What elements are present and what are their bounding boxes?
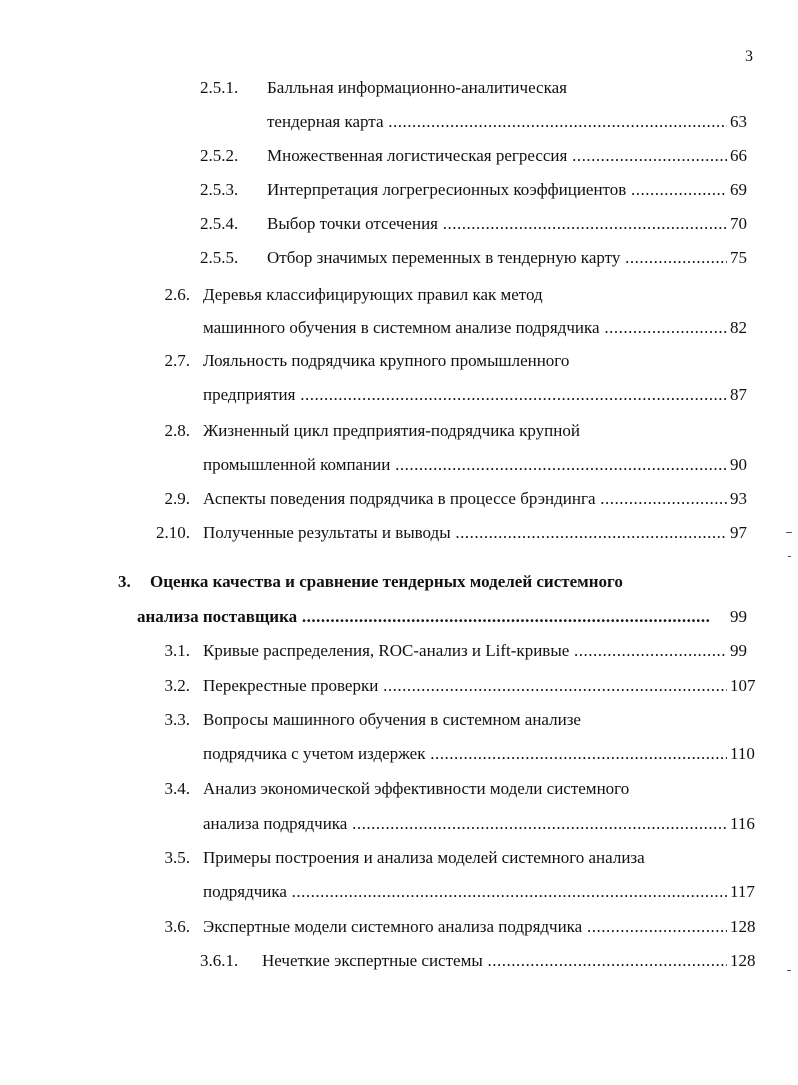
toc-title: Множественная логистическая регрессия ..... xyxy=(267,145,727,167)
toc-page: 128 xyxy=(730,951,756,970)
toc-entry-3-6-1 xyxy=(262,950,727,972)
toc-number: 3.6. xyxy=(164,917,190,936)
toc-entry-2-5-1 xyxy=(0,77,798,99)
page-number: 3 xyxy=(745,48,753,65)
toc-page: 66 xyxy=(730,146,747,165)
toc-title: Балльная информационно-аналитическая xyxy=(267,78,567,97)
toc-title: Оценка качества и сравнение тендерных моделей системного xyxy=(150,572,623,591)
toc-entry-3-2 xyxy=(203,675,727,697)
toc-page: 82 xyxy=(730,318,747,337)
toc-page: 117 xyxy=(730,882,755,901)
toc-title: Выбор точки отсечения ..... xyxy=(267,213,727,235)
scan-mark xyxy=(788,556,791,557)
toc-page: 75 xyxy=(730,248,747,267)
toc-number: 2.6. xyxy=(164,285,190,304)
toc-title: предприятия ..... xyxy=(203,384,727,406)
toc-entry-3-4-cont xyxy=(203,813,727,835)
toc-title: подрядчика ..... xyxy=(203,881,727,903)
toc-page: 69 xyxy=(730,180,747,199)
toc-title: тендерная карта ..... xyxy=(267,111,727,133)
toc-entry-2-5-3 xyxy=(267,179,727,201)
toc-entry-3-6 xyxy=(203,916,727,938)
toc-page: 116 xyxy=(730,814,755,833)
toc-title: промышленной компании ..... xyxy=(203,454,727,476)
toc-number: 2.5.5. xyxy=(200,248,239,267)
toc-title: Деревья классифицирующих правил как метод xyxy=(203,285,543,304)
toc-page: 90 xyxy=(730,455,747,474)
toc-number: 3.6.1. xyxy=(200,951,239,970)
toc-entry-2-5-5 xyxy=(267,247,727,269)
toc-title: Нечеткие экспертные системы ..... xyxy=(262,950,727,972)
toc-number: 3.2. xyxy=(164,676,190,695)
toc-title: Кривые распределения, ROC-анализ и Lift-кривые ..... xyxy=(203,640,727,662)
toc-page: 99 xyxy=(730,607,747,626)
toc-entry-3 xyxy=(150,571,730,593)
scan-mark xyxy=(787,970,791,971)
toc-number: 3.4. xyxy=(164,779,190,798)
toc-page: 110 xyxy=(730,744,755,763)
toc-entry-3-3-cont xyxy=(203,743,727,765)
toc-title: Лояльность подрядчика крупного промышленного xyxy=(203,351,570,370)
toc-title: Анализ экономической эффективности модели системного xyxy=(203,779,630,798)
toc-number: 2.8. xyxy=(164,421,190,440)
toc-number: 3.3. xyxy=(164,710,190,729)
toc-number: 2.5.3. xyxy=(200,180,239,199)
toc-entry-2-6 xyxy=(203,284,723,306)
toc-page: 93 xyxy=(730,489,747,508)
toc-title: Примеры построения и анализа моделей системного анализа xyxy=(203,848,645,867)
scan-mark xyxy=(786,532,792,533)
toc-entry-2-7 xyxy=(203,350,723,372)
toc-entry-3-5 xyxy=(203,847,723,869)
toc-entry-3-1 xyxy=(203,640,727,662)
toc-entry-3-5-cont xyxy=(203,881,727,903)
toc-title: Экспертные модели системного анализа подрядчика ..... xyxy=(203,916,727,938)
toc-title: анализа подрядчика ..... xyxy=(203,813,727,835)
toc-number: 2.9. xyxy=(164,489,190,508)
toc-page: 70 xyxy=(730,214,747,233)
toc-page: 97 xyxy=(730,523,747,542)
toc-entry-2-5-1-cont xyxy=(267,111,727,133)
toc-title: машинного обучения в системном анализе подрядчика ..... xyxy=(203,317,727,339)
toc-title: подрядчика с учетом издержек ..... xyxy=(203,743,727,765)
toc-number: 2.7. xyxy=(164,351,190,370)
toc-title: Перекрестные проверки ..... xyxy=(203,675,727,697)
toc-entry-3-4 xyxy=(203,778,723,800)
toc-page: 99 xyxy=(730,641,747,660)
toc-number: 2.10. xyxy=(156,523,190,542)
toc-entry-2-5-4 xyxy=(267,213,727,235)
toc-entry-2-5-2 xyxy=(267,145,727,167)
toc-number: 2.5.1. xyxy=(200,78,239,97)
toc-entry-3-3 xyxy=(203,709,723,731)
toc-number: 3.5. xyxy=(164,848,190,867)
toc-entry-2-8-cont xyxy=(203,454,727,476)
toc-title: Жизненный цикл предприятия-подрядчика крупной xyxy=(203,421,580,440)
toc-entry-2-9 xyxy=(203,488,727,510)
toc-number: 3.1. xyxy=(164,641,190,660)
toc-page: 107 xyxy=(730,676,756,695)
toc-entry-2-8 xyxy=(203,420,723,442)
toc-title: Интерпретация логрегресионных коэффициентов ..... xyxy=(267,179,727,201)
toc-entry-2-6-cont xyxy=(203,317,727,339)
toc-entry-2-7-cont xyxy=(203,384,727,406)
toc-number: 3. xyxy=(118,572,131,591)
toc-title: Полученные результаты и выводы ..... xyxy=(203,522,727,544)
toc-number: 2.5.2. xyxy=(200,146,239,165)
toc-title: Отбор значимых переменных в тендерную карту ..... xyxy=(267,247,727,269)
toc-page: 87 xyxy=(730,385,747,404)
toc-page: 128 xyxy=(730,917,756,936)
toc-entry-2-10 xyxy=(203,522,727,544)
toc-entry-3-cont xyxy=(137,606,711,628)
toc-page: 63 xyxy=(730,112,747,131)
toc-title: анализа поставщика ..... xyxy=(137,606,711,628)
toc-number: 2.5.4. xyxy=(200,214,239,233)
toc-title: Вопросы машинного обучения в системном анализе xyxy=(203,710,581,729)
toc-title: Аспекты поведения подрядчика в процессе брэндинга ..... xyxy=(203,488,727,510)
